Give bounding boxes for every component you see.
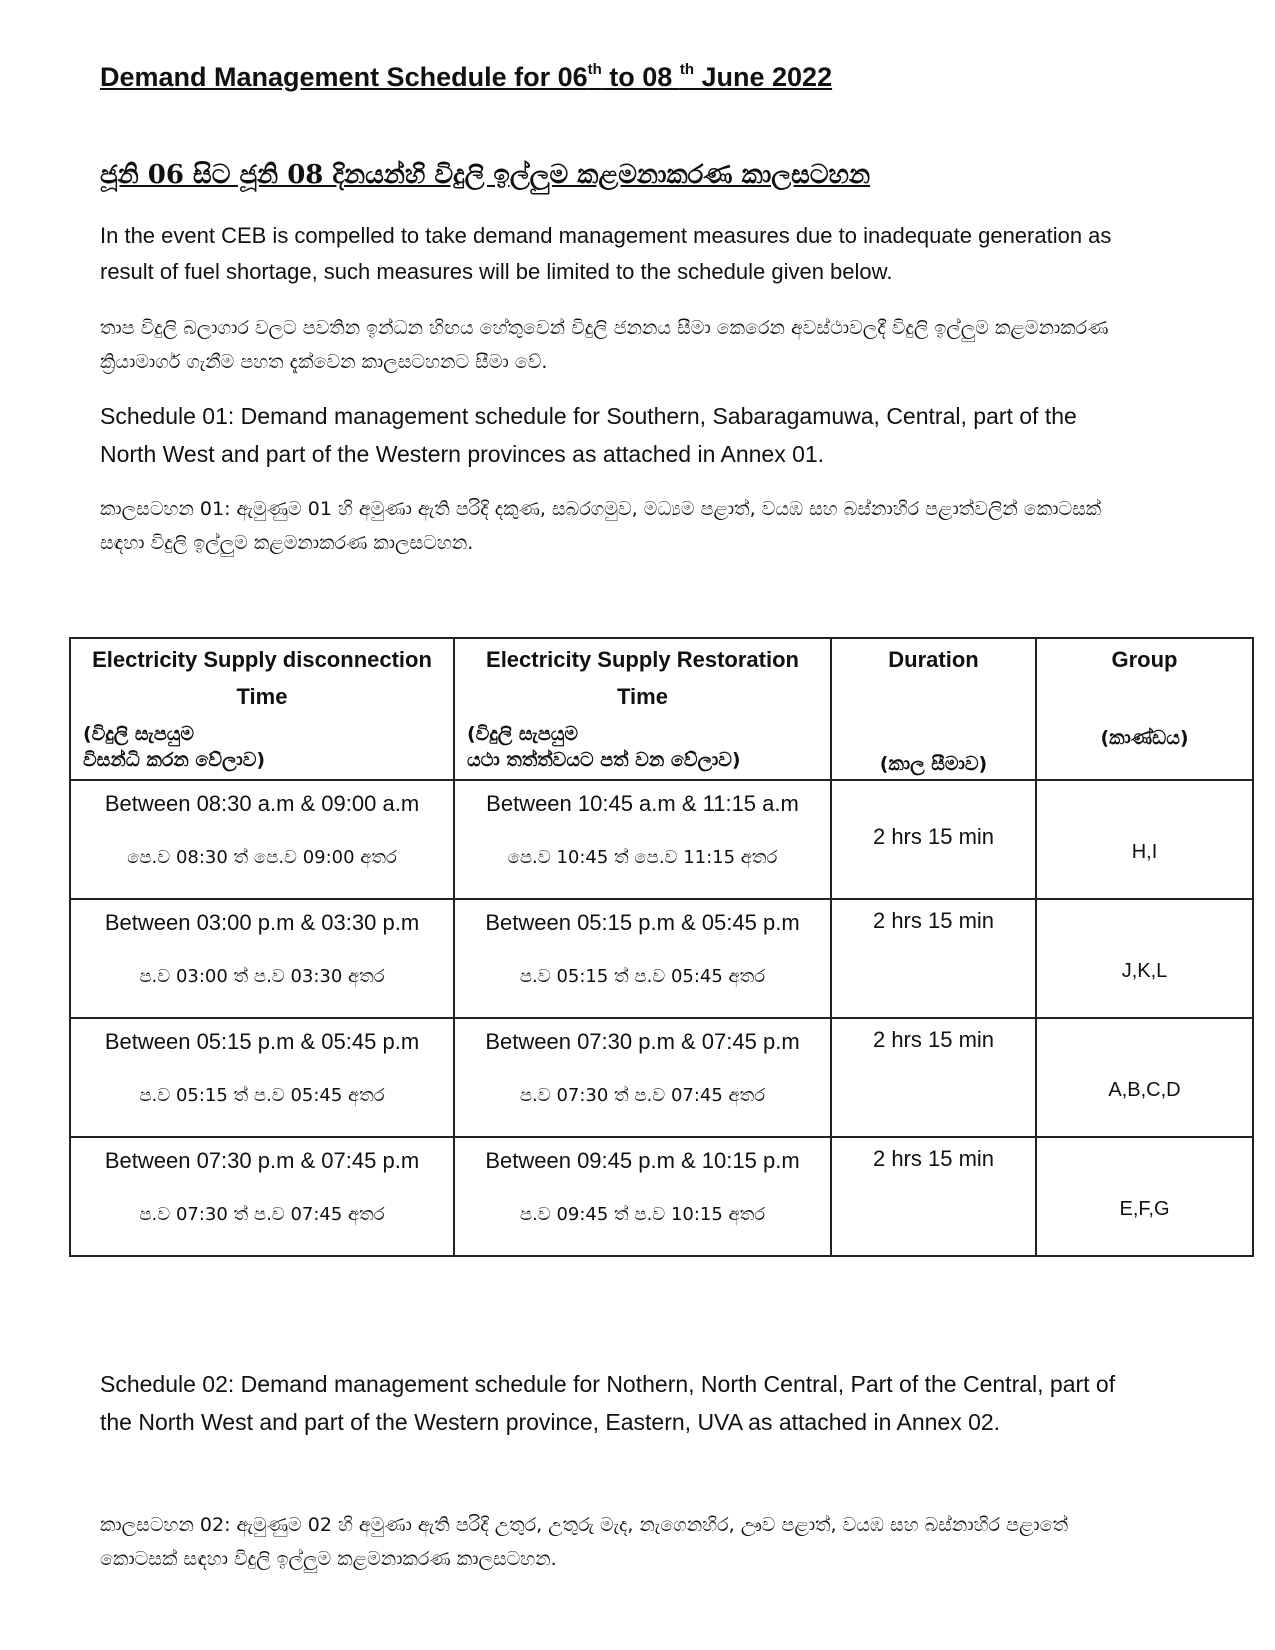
- schedule-01-sinhala: කාලසටහන 01: ඇමුණුම 01 හි අමුණා ඇති පරිදි දකුණ, සබරගමුව, මධ්‍යම පළාත්, වයඹ සහ බස්නාහිර පළාත්වලින් කොටසක් සඳහා විදුලි ඉල්ලුම කළමනාකරණ කාලසටහන.: [100, 498, 1102, 554]
- table-row: [70, 1137, 1253, 1256]
- header-duration: Duration (කාල සීමාව): [831, 638, 1036, 780]
- duration-cell: 2 hrs 15 min: [831, 1018, 1036, 1137]
- disconnection-cell: Between 07:30 p.m & 07:45 p.m ප.ව 07:30 ත් ප.ව 07:45 අතර: [70, 1137, 454, 1256]
- schedule-01-english: Schedule 01: Demand management schedule for Southern, Sabaragamuwa, Central, part of the North West and part of the Western provinces as attached in Annex 01.: [100, 403, 1077, 467]
- restoration-cell: Between 09:45 p.m & 10:15 p.m ප.ව 09:45 ත් ප.ව 10:15 අතර: [454, 1137, 831, 1256]
- group-cell: E,F,G: [1036, 1137, 1253, 1256]
- duration-cell: 2 hrs 15 min: [831, 899, 1036, 1018]
- group-cell: J,K,L: [1036, 899, 1253, 1018]
- header-disconnection: Electricity Supply disconnection Time (විදුලි සැපයුම විසන්ධි කරන වේලාව): [70, 638, 454, 780]
- schedule-02-english: Schedule 02: Demand management schedule for Nothern, North Central, Part of the Central, part of the North West and part of the Western province, Eastern, UVA as attached in Annex 02.: [100, 1371, 1116, 1435]
- table-row: [70, 899, 1253, 1018]
- document-title: Demand Management Schedule for 06th to 08 $^{th}$ June 2022: [100, 61, 833, 92]
- table-row: [70, 780, 1253, 899]
- intro-sinhala: තාප විදුලි බලාගාර වලට පවතින ඉන්ධන හිඟය හේතුවෙන් විදුලි ජනනය සීමා කෙරෙන අවස්ථාවලදී විදුලි ඉල්ලුම කළමනාකරණ ක්‍රියාමාර්ග ගැනීම පහත දැක්වෙන කාලසටහනට සීමා වේ.: [100, 317, 1109, 373]
- restoration-cell: Between 10:45 a.m & 11:15 a.m පෙ.ව 10:45 ත් පෙ.ව 11:15 අතර: [454, 780, 831, 899]
- group-cell: H,I: [1036, 780, 1253, 899]
- header-restoration: Electricity Supply Restoration Time (විදුලි සැපයුම යථා තත්ත්වයට පත් වන වේලාව): [454, 638, 831, 780]
- intro-english: In the event CEB is compelled to take demand management measures due to inadequate generation as result of fuel shortage, such measures will be limited to the schedule given below.: [100, 223, 1112, 284]
- table-header-row: [70, 638, 1253, 780]
- restoration-cell: Between 07:30 p.m & 07:45 p.m ප.ව 07:30 ත් ප.ව 07:45 අතර: [454, 1018, 831, 1137]
- disconnection-cell: Between 08:30 a.m & 09:00 a.m පෙ.ව 08:30 ත් පෙ.ව 09:00 අතර: [70, 780, 454, 899]
- disconnection-cell: Between 05:15 p.m & 05:45 p.m ප.ව 05:15 ත් ප.ව 05:45 අතර: [70, 1018, 454, 1137]
- duration-cell: 2 hrs 15 min: [831, 1137, 1036, 1256]
- disconnection-cell: Between 03:00 p.m & 03:30 p.m ප.ව 03:00 ත් ප.ව 03:30 අතර: [70, 899, 454, 1018]
- schedule-02-sinhala: කාලසටහන 02: ඇමුණුම 02 හි අමුණා ඇති පරිදි උතුර, උතුරු මැද, නැගෙනහිර, ඌව පළාත්, වයඹ සහ බස්නාහිර පළාතේ කොටසක් සඳහා විදුලි ඉල්ලුම කළමනාකරණ කාලසටහන.: [100, 1514, 1069, 1570]
- schedule-01-table: [69, 637, 1254, 1257]
- sinhala-title: ජූනි 06 සිට ජූනි 08 දිනයන්හි විදුලි ඉල්ලුම කළමනාකරණ කාලසටහන: [100, 160, 871, 190]
- table-row: [70, 1018, 1253, 1137]
- duration-cell: 2 hrs 15 min: [831, 780, 1036, 899]
- restoration-cell: Between 05:15 p.m & 05:45 p.m ප.ව 05:15 ත් ප.ව 05:45 අතර: [454, 899, 831, 1018]
- header-group: Group (කාණ්ඩය): [1036, 638, 1253, 780]
- group-cell: A,B,C,D: [1036, 1018, 1253, 1137]
